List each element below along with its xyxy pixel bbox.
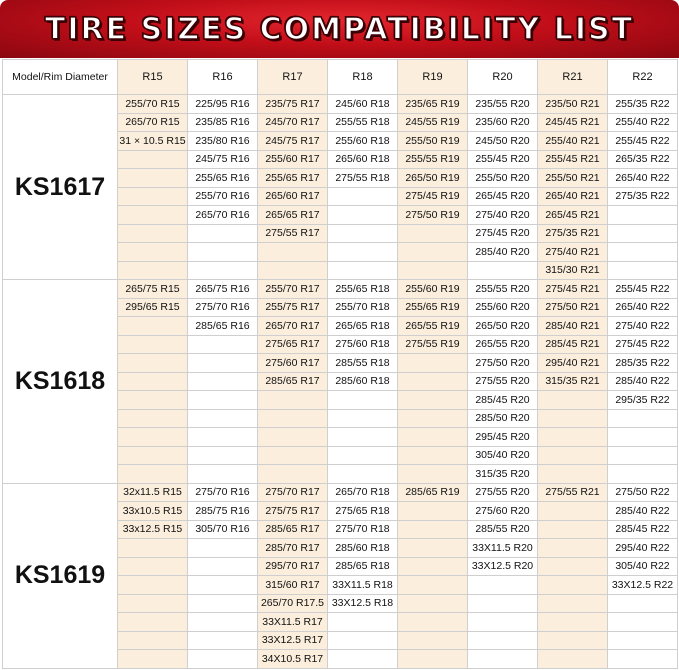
- size-cell-r18: 285/60 R18: [328, 539, 398, 558]
- size-cell-r21: [538, 520, 608, 539]
- size-cell-r16: [188, 631, 258, 650]
- size-cell-r15: 265/70 R15: [118, 113, 188, 132]
- rim-header-r18: R18: [328, 60, 398, 95]
- size-cell-r17: 255/65 R17: [258, 169, 328, 188]
- size-cell-r20: 275/45 R20: [468, 224, 538, 243]
- size-cell-r17: [258, 428, 328, 447]
- size-cell-r20: 295/45 R20: [468, 428, 538, 447]
- size-cell-r15: 33x10.5 R15: [118, 502, 188, 521]
- size-cell-r15: [118, 391, 188, 410]
- size-cell-r18: 33X12.5 R18: [328, 594, 398, 613]
- size-cell-r19: [398, 539, 468, 558]
- size-cell-r22: [608, 631, 678, 650]
- size-cell-r21: [538, 409, 608, 428]
- size-cell-r15: [118, 261, 188, 280]
- size-cell-r15: [118, 539, 188, 558]
- size-cell-r19: [398, 557, 468, 576]
- table-body: [3, 95, 678, 669]
- size-cell-r17: 265/70 R17: [258, 317, 328, 336]
- size-cell-r20: 305/40 R20: [468, 446, 538, 465]
- size-cell-r21: 295/40 R21: [538, 354, 608, 373]
- size-cell-r19: [398, 650, 468, 669]
- size-cell-r21: 275/35 R21: [538, 224, 608, 243]
- size-cell-r17: 315/60 R17: [258, 576, 328, 595]
- page-title: TIRE SIZES COMPATIBILITY LIST: [44, 11, 635, 47]
- size-cell-r18: [328, 631, 398, 650]
- size-cell-r16: [188, 354, 258, 373]
- size-cell-r19: [398, 372, 468, 391]
- rim-header-r19: R19: [398, 60, 468, 95]
- size-cell-r16: 235/85 R16: [188, 113, 258, 132]
- table-row: [3, 483, 678, 502]
- size-cell-r16: [188, 465, 258, 484]
- size-cell-r16: [188, 409, 258, 428]
- size-cell-r19: [398, 576, 468, 595]
- size-cell-r16: [188, 428, 258, 447]
- size-cell-r22: [608, 428, 678, 447]
- size-cell-r16: 265/75 R16: [188, 280, 258, 299]
- size-cell-r15: [118, 317, 188, 336]
- size-cell-r19: [398, 409, 468, 428]
- size-cell-r20: 33X12.5 R20: [468, 557, 538, 576]
- size-cell-r18: [328, 446, 398, 465]
- size-cell-r19: 255/50 R19: [398, 132, 468, 151]
- size-cell-r21: 235/50 R21: [538, 95, 608, 114]
- size-cell-r18: 275/65 R18: [328, 502, 398, 521]
- size-cell-r17: 255/75 R17: [258, 298, 328, 317]
- size-cell-r20: 265/45 R20: [468, 187, 538, 206]
- size-cell-r20: 285/40 R20: [468, 243, 538, 262]
- size-cell-r16: [188, 391, 258, 410]
- size-cell-r20: 275/55 R20: [468, 372, 538, 391]
- size-cell-r22: 265/40 R22: [608, 298, 678, 317]
- table-row: [3, 95, 678, 114]
- size-cell-r20: 235/55 R20: [468, 95, 538, 114]
- size-cell-r15: [118, 243, 188, 262]
- size-cell-r21: 245/45 R21: [538, 113, 608, 132]
- size-cell-r17: 285/70 R17: [258, 539, 328, 558]
- size-cell-r21: 255/50 R21: [538, 169, 608, 188]
- size-cell-r17: 255/70 R17: [258, 280, 328, 299]
- size-cell-r16: 285/75 R16: [188, 502, 258, 521]
- size-cell-r19: [398, 465, 468, 484]
- size-cell-r20: 255/50 R20: [468, 169, 538, 188]
- size-cell-r18: [328, 187, 398, 206]
- size-cell-r22: 275/35 R22: [608, 187, 678, 206]
- size-cell-r17: 275/55 R17: [258, 224, 328, 243]
- size-cell-r20: [468, 650, 538, 669]
- size-cell-r22: [608, 409, 678, 428]
- size-cell-r16: [188, 557, 258, 576]
- size-cell-r18: 285/60 R18: [328, 372, 398, 391]
- size-cell-r21: 265/40 R21: [538, 187, 608, 206]
- size-cell-r18: 285/65 R18: [328, 557, 398, 576]
- size-cell-r15: [118, 187, 188, 206]
- size-cell-r18: 275/70 R18: [328, 520, 398, 539]
- size-cell-r21: [538, 391, 608, 410]
- size-cell-r19: [398, 594, 468, 613]
- size-cell-r16: [188, 224, 258, 243]
- size-cell-r15: [118, 613, 188, 632]
- size-cell-r17: 265/70 R17.5: [258, 594, 328, 613]
- size-cell-r17: 265/65 R17: [258, 206, 328, 225]
- size-cell-r15: 265/75 R15: [118, 280, 188, 299]
- size-cell-r16: 285/65 R16: [188, 317, 258, 336]
- size-cell-r17: [258, 465, 328, 484]
- size-cell-r22: 255/35 R22: [608, 95, 678, 114]
- size-cell-r17: 245/75 R17: [258, 132, 328, 151]
- size-cell-r20: 275/40 R20: [468, 206, 538, 225]
- size-cell-r17: [258, 243, 328, 262]
- size-cell-r21: 255/40 R21: [538, 132, 608, 151]
- size-cell-r15: [118, 428, 188, 447]
- size-cell-r17: [258, 391, 328, 410]
- header-row: [3, 60, 678, 95]
- size-cell-r21: 275/55 R21: [538, 483, 608, 502]
- size-cell-r21: [538, 465, 608, 484]
- size-cell-r15: [118, 576, 188, 595]
- size-cell-r21: 285/45 R21: [538, 335, 608, 354]
- size-cell-r17: [258, 446, 328, 465]
- size-cell-r19: 245/55 R19: [398, 113, 468, 132]
- size-cell-r17: 33X11.5 R17: [258, 613, 328, 632]
- size-cell-r17: 285/65 R17: [258, 520, 328, 539]
- size-cell-r19: 235/65 R19: [398, 95, 468, 114]
- size-cell-r15: [118, 631, 188, 650]
- size-cell-r15: [118, 465, 188, 484]
- size-cell-r20: 275/50 R20: [468, 354, 538, 373]
- size-cell-r17: [258, 409, 328, 428]
- size-cell-r17: 295/70 R17: [258, 557, 328, 576]
- size-cell-r15: [118, 594, 188, 613]
- size-cell-r22: 265/35 R22: [608, 150, 678, 169]
- size-cell-r18: 245/60 R18: [328, 95, 398, 114]
- size-cell-r17: 275/65 R17: [258, 335, 328, 354]
- size-cell-r16: [188, 335, 258, 354]
- size-cell-r15: 295/65 R15: [118, 298, 188, 317]
- size-cell-r19: 285/65 R19: [398, 483, 468, 502]
- size-cell-r22: 285/45 R22: [608, 520, 678, 539]
- size-cell-r21: [538, 594, 608, 613]
- size-cell-r15: [118, 446, 188, 465]
- size-cell-r21: 255/45 R21: [538, 150, 608, 169]
- size-cell-r15: [118, 557, 188, 576]
- size-cell-r18: 255/65 R18: [328, 280, 398, 299]
- size-cell-r16: [188, 576, 258, 595]
- size-cell-r18: 255/70 R18: [328, 298, 398, 317]
- rim-header-r16: R16: [188, 60, 258, 95]
- table-row: [3, 280, 678, 299]
- size-cell-r18: 255/55 R18: [328, 113, 398, 132]
- size-cell-r20: 255/45 R20: [468, 150, 538, 169]
- size-cell-r19: [398, 520, 468, 539]
- size-cell-r22: [608, 465, 678, 484]
- size-cell-r15: 33x12.5 R15: [118, 520, 188, 539]
- rim-header-r17: R17: [258, 60, 328, 95]
- size-cell-r22: [608, 613, 678, 632]
- size-cell-r20: 255/55 R20: [468, 280, 538, 299]
- size-cell-r19: [398, 613, 468, 632]
- size-cell-r18: 275/55 R18: [328, 169, 398, 188]
- size-cell-r20: 265/55 R20: [468, 335, 538, 354]
- rim-header-r20: R20: [468, 60, 538, 95]
- size-cell-r17: 275/60 R17: [258, 354, 328, 373]
- size-cell-r19: [398, 391, 468, 410]
- size-cell-r16: 275/70 R16: [188, 483, 258, 502]
- size-cell-r18: 265/65 R18: [328, 317, 398, 336]
- size-cell-r18: [328, 391, 398, 410]
- model-name: KS1618: [3, 280, 118, 484]
- size-cell-r22: [608, 243, 678, 262]
- size-cell-r19: 255/65 R19: [398, 298, 468, 317]
- size-cell-r15: [118, 224, 188, 243]
- size-cell-r15: 31 × 10.5 R15: [118, 132, 188, 151]
- size-cell-r18: 255/60 R18: [328, 132, 398, 151]
- size-cell-r16: [188, 372, 258, 391]
- size-cell-r22: 255/40 R22: [608, 113, 678, 132]
- size-cell-r15: [118, 650, 188, 669]
- size-cell-r22: 255/45 R22: [608, 132, 678, 151]
- size-cell-r20: 275/55 R20: [468, 483, 538, 502]
- size-cell-r20: [468, 594, 538, 613]
- rim-header-r15: R15: [118, 60, 188, 95]
- size-cell-r20: 275/60 R20: [468, 502, 538, 521]
- size-cell-r18: 285/55 R18: [328, 354, 398, 373]
- size-cell-r17: [258, 261, 328, 280]
- model-rim-header: Model/Rim Diameter: [3, 60, 118, 95]
- size-cell-r20: 285/50 R20: [468, 409, 538, 428]
- size-cell-r17: 275/70 R17: [258, 483, 328, 502]
- size-cell-r19: [398, 446, 468, 465]
- size-cell-r17: 235/75 R17: [258, 95, 328, 114]
- size-cell-r18: 265/70 R18: [328, 483, 398, 502]
- size-cell-r21: 265/45 R21: [538, 206, 608, 225]
- size-cell-r18: 265/60 R18: [328, 150, 398, 169]
- size-cell-r19: [398, 243, 468, 262]
- size-cell-r21: 275/40 R21: [538, 243, 608, 262]
- size-cell-r22: 275/45 R22: [608, 335, 678, 354]
- size-cell-r16: 255/70 R16: [188, 187, 258, 206]
- size-cell-r15: [118, 206, 188, 225]
- size-cell-r22: 285/35 R22: [608, 354, 678, 373]
- size-cell-r19: [398, 261, 468, 280]
- size-cell-r16: 305/70 R16: [188, 520, 258, 539]
- size-cell-r22: 265/40 R22: [608, 169, 678, 188]
- size-cell-r22: 295/35 R22: [608, 391, 678, 410]
- size-cell-r20: 245/50 R20: [468, 132, 538, 151]
- size-cell-r22: 33X12.5 R22: [608, 576, 678, 595]
- size-cell-r16: [188, 594, 258, 613]
- size-cell-r19: 265/55 R19: [398, 317, 468, 336]
- size-cell-r19: [398, 428, 468, 447]
- size-cell-r18: [328, 613, 398, 632]
- size-cell-r20: 265/50 R20: [468, 317, 538, 336]
- size-cell-r18: [328, 261, 398, 280]
- size-cell-r22: 295/40 R22: [608, 539, 678, 558]
- model-name: KS1619: [3, 483, 118, 668]
- size-cell-r20: 285/45 R20: [468, 391, 538, 410]
- size-cell-r15: [118, 150, 188, 169]
- size-cell-r18: [328, 224, 398, 243]
- size-cell-r20: 285/55 R20: [468, 520, 538, 539]
- size-cell-r22: [608, 650, 678, 669]
- size-cell-r19: 275/55 R19: [398, 335, 468, 354]
- size-cell-r19: [398, 502, 468, 521]
- size-cell-r22: [608, 594, 678, 613]
- size-cell-r19: 255/55 R19: [398, 150, 468, 169]
- size-cell-r22: 275/50 R22: [608, 483, 678, 502]
- size-cell-r20: 235/60 R20: [468, 113, 538, 132]
- size-cell-r17: 265/60 R17: [258, 187, 328, 206]
- size-cell-r18: [328, 428, 398, 447]
- model-name: KS1617: [3, 95, 118, 280]
- size-cell-r18: [328, 465, 398, 484]
- size-cell-r21: [538, 428, 608, 447]
- size-cell-r16: [188, 613, 258, 632]
- size-cell-r16: 255/65 R16: [188, 169, 258, 188]
- rim-header-r21: R21: [538, 60, 608, 95]
- size-cell-r18: [328, 206, 398, 225]
- size-cell-r17: 255/60 R17: [258, 150, 328, 169]
- size-cell-r21: [538, 446, 608, 465]
- rim-header-r22: R22: [608, 60, 678, 95]
- size-cell-r18: [328, 409, 398, 428]
- size-cell-r21: [538, 613, 608, 632]
- size-cell-r22: 275/40 R22: [608, 317, 678, 336]
- size-cell-r22: [608, 446, 678, 465]
- size-cell-r20: [468, 261, 538, 280]
- size-cell-r15: [118, 169, 188, 188]
- size-cell-r21: 275/45 R21: [538, 280, 608, 299]
- size-cell-r19: [398, 631, 468, 650]
- size-cell-r20: 33X11.5 R20: [468, 539, 538, 558]
- size-cell-r16: [188, 539, 258, 558]
- size-cell-r21: 275/50 R21: [538, 298, 608, 317]
- size-cell-r15: [118, 372, 188, 391]
- size-cell-r20: [468, 576, 538, 595]
- size-cell-r19: 275/45 R19: [398, 187, 468, 206]
- size-cell-r15: [118, 335, 188, 354]
- size-cell-r15: 255/70 R15: [118, 95, 188, 114]
- size-cell-r16: [188, 243, 258, 262]
- size-cell-r19: 255/60 R19: [398, 280, 468, 299]
- size-cell-r19: 265/50 R19: [398, 169, 468, 188]
- size-cell-r22: [608, 261, 678, 280]
- size-cell-r16: 275/70 R16: [188, 298, 258, 317]
- size-cell-r16: [188, 446, 258, 465]
- size-cell-r22: 305/40 R22: [608, 557, 678, 576]
- size-cell-r18: [328, 650, 398, 669]
- size-cell-r20: 255/60 R20: [468, 298, 538, 317]
- size-cell-r20: [468, 613, 538, 632]
- size-cell-r18: [328, 243, 398, 262]
- size-cell-r22: 285/40 R22: [608, 502, 678, 521]
- size-cell-r18: 275/60 R18: [328, 335, 398, 354]
- size-cell-r20: 315/35 R20: [468, 465, 538, 484]
- size-cell-r22: [608, 224, 678, 243]
- size-cell-r16: 245/75 R16: [188, 150, 258, 169]
- size-cell-r21: [538, 557, 608, 576]
- size-cell-r22: 285/40 R22: [608, 372, 678, 391]
- size-cell-r15: [118, 409, 188, 428]
- size-cell-r17: 34X10.5 R17: [258, 650, 328, 669]
- size-cell-r16: 235/80 R16: [188, 132, 258, 151]
- size-cell-r19: [398, 224, 468, 243]
- size-cell-r19: 275/50 R19: [398, 206, 468, 225]
- size-cell-r17: 33X12.5 R17: [258, 631, 328, 650]
- size-cell-r21: 285/40 R21: [538, 317, 608, 336]
- title-banner: [0, 0, 679, 58]
- size-cell-r20: [468, 631, 538, 650]
- compatibility-table: [2, 59, 678, 669]
- size-cell-r15: 32x11.5 R15: [118, 483, 188, 502]
- size-cell-r16: [188, 650, 258, 669]
- size-cell-r21: [538, 650, 608, 669]
- size-cell-r21: [538, 631, 608, 650]
- size-cell-r15: [118, 354, 188, 373]
- size-cell-r21: 315/35 R21: [538, 372, 608, 391]
- size-cell-r22: [608, 206, 678, 225]
- size-cell-r16: 225/95 R16: [188, 95, 258, 114]
- size-cell-r22: 255/45 R22: [608, 280, 678, 299]
- size-cell-r16: 265/70 R16: [188, 206, 258, 225]
- size-cell-r17: 275/75 R17: [258, 502, 328, 521]
- size-cell-r17: 245/70 R17: [258, 113, 328, 132]
- size-cell-r21: [538, 539, 608, 558]
- size-cell-r21: [538, 576, 608, 595]
- size-cell-r18: 33X11.5 R18: [328, 576, 398, 595]
- size-cell-r21: 315/30 R21: [538, 261, 608, 280]
- size-cell-r21: [538, 502, 608, 521]
- size-cell-r19: [398, 354, 468, 373]
- size-cell-r16: [188, 261, 258, 280]
- size-cell-r17: 285/65 R17: [258, 372, 328, 391]
